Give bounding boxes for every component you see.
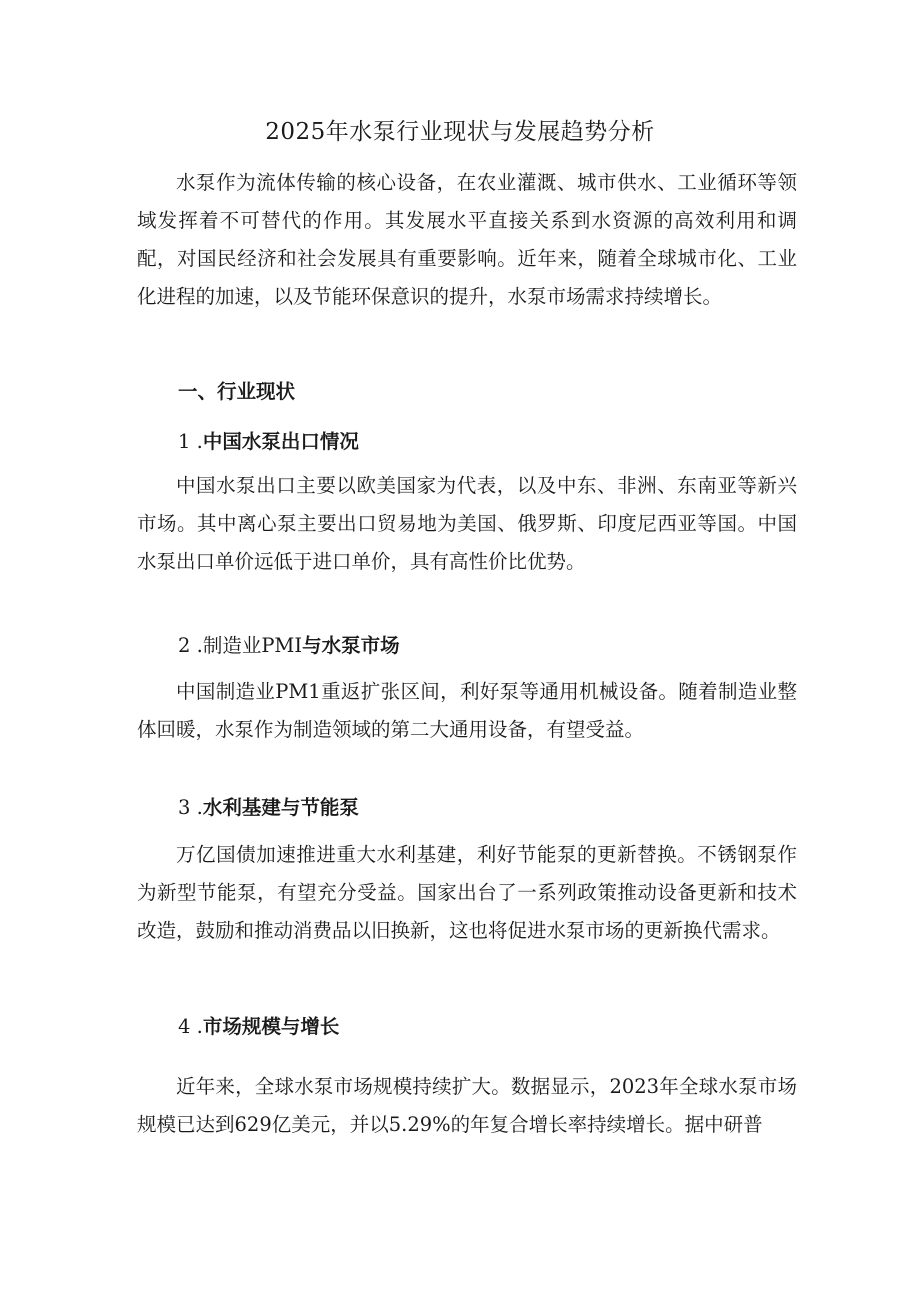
subsection-heading-infrastructure — [178, 789, 818, 827]
section-heading-industry-status: 一、行业现状 — [178, 380, 296, 403]
subsection-title: 市场规模与增长 — [202, 1015, 340, 1038]
infrastructure-paragraph: 万亿国债加速推进重大水利基建，利好节能泵的更新替换。不锈钢泵作为新型节能泵，有望充分受益。国家出台了一系列政策推动设备更新和技术改造，鼓励和推动消费品以旧换新，这也将促进水泵市场的更新换代需求。 — [137, 843, 797, 942]
subsection-heading-export — [178, 423, 818, 461]
subsection-heading-market-size — [178, 1008, 818, 1046]
pmi-paragraph: 中国制造业PM1重返扩张区间，利好泵等通用机械设备。随着制造业整体回暖，水泵作为制造领域的第二大通用设备，有望受益。 — [137, 680, 797, 741]
document-title: 2025年水泵行业现状与发展趋势分析 — [265, 119, 655, 145]
subsection-number: 4 . — [178, 1015, 203, 1038]
subsection-title-bold: 与水泵市场 — [302, 634, 400, 657]
intro-paragraph: 水泵作为流体传输的核心设备，在农业灌溉、城市供水、工业循环等领域发挥着不可替代的作用。其发展水平直接关系到水资源的高效利用和调配，对国民经济和社会发展具有重要影响。近年来，随着全球城市化、工业化进程的加速，以及节能环保意识的提升，水泵市场需求持续增长。 — [137, 171, 797, 308]
subsection-number: 1 . — [178, 430, 203, 453]
market-size-paragraph: 近年来，全球水泵市场规模持续扩大。数据显示，2023年全球水泵市场规模已达到629亿美元，并以5.29%的年复合增长率持续增长。据中研普 — [137, 1075, 797, 1136]
subsection-number: 2 . — [178, 634, 203, 657]
subsection-number: 3 . — [178, 796, 203, 819]
subsection-heading-pmi — [178, 627, 818, 665]
subsection-title-plain: 制造业PMI — [202, 634, 303, 657]
export-paragraph: 中国水泵出口主要以欧美国家为代表，以及中东、非洲、东南亚等新兴市场。其中离心泵主要出口贸易地为美国、俄罗斯、印度尼西亚等国。中国水泵出口单价远低于进口单价，具有高性价比优势。 — [137, 474, 797, 573]
subsection-title: 水利基建与节能泵 — [202, 796, 359, 819]
subsection-title: 中国水泵出口情况 — [202, 430, 359, 453]
